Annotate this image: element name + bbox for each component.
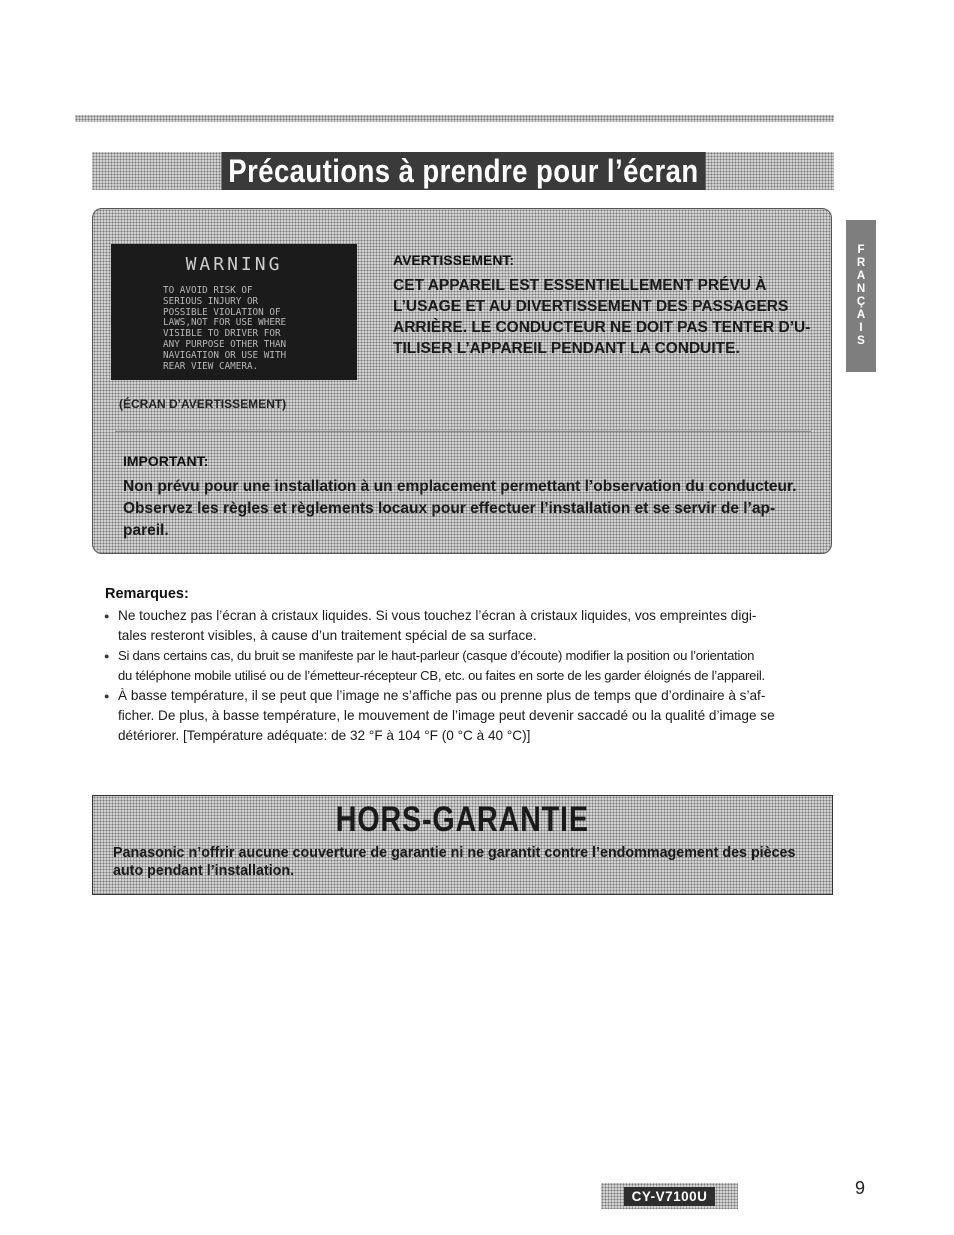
warning-screen-text <box>163 286 323 372</box>
hors-garantie-line: Panasonic n’offrir aucune couverture de garantie ni ne garantit contre l’endommagement des pièces <box>113 845 796 861</box>
section-title-bar <box>92 152 834 190</box>
remark-line: ficher. De plus, à basse température, le mouvement de l’image peut devenir saccadé ou la qualité d’image se <box>118 708 775 723</box>
warning-line: SERIOUS INJURY OR <box>163 295 259 307</box>
warning-line: VISIBLE TO DRIVER FOR <box>163 328 281 340</box>
warning-screen-caption: (ÉCRAN D’AVERTISSEMENT) <box>119 397 287 411</box>
hors-garantie-text <box>113 844 813 880</box>
warning-line: NAVIGATION OR USE WITH <box>163 349 287 361</box>
side-tab-letter: S <box>857 335 865 347</box>
remark-line: tales resteront visibles, à cause d’un traitement spécial de sa surface. <box>118 628 537 643</box>
remark-line: détériorer. [Température adéquate: de 32 °F à 104 °F (0 °C à 40 °C)] <box>118 728 531 743</box>
precaution-box <box>92 208 832 554</box>
remark-line: ● Ne touchez pas l’écran à cristaux liquides. Si vous touchez l’écran à cristaux liquides, vos empreintes digi- <box>118 608 757 623</box>
important-line: pareil. <box>123 522 169 539</box>
remark-line: du téléphone mobile utilisé ou de l’émetteur-récepteur CB, etc. ou faites en sorte de les garder éloignés de l’appareil. <box>118 668 765 683</box>
avertissement-line: L’USAGE ET AU DIVERTISSEMENT DES PASSAGERS <box>393 298 789 315</box>
remarques-heading: Remarques: <box>105 586 189 602</box>
model-name: CY-V7100U <box>624 1187 716 1206</box>
warning-screen-title: WARNING <box>185 254 283 275</box>
warning-line: LAWS,NOT FOR USE WHERE <box>163 317 287 329</box>
list-item <box>104 646 829 686</box>
avertissement-line: ARRIÈRE. LE CONDUCTEUR NE DOIT PAS TENTER D’U- <box>393 319 811 336</box>
list-item <box>104 606 829 646</box>
avertissement-heading: AVERTISSEMENT: <box>393 252 515 268</box>
warning-line: ANY PURPOSE OTHER THAN <box>163 338 287 350</box>
side-tab-letter: F <box>857 244 865 256</box>
avertissement-text <box>393 275 819 359</box>
remark-line: ● À basse température, il se peut que l’image ne s’affiche pas ou prenne plus de temps que d’ordinaire à s’af- <box>118 688 766 703</box>
top-rule <box>75 115 834 122</box>
warning-line: TO AVOID RISK OF <box>163 285 253 296</box>
side-tab-letter: R <box>856 257 866 269</box>
warning-line: REAR VIEW CAMERA. <box>163 360 259 372</box>
avertissement-line: CET APPAREIL EST ESSENTIELLEMENT PRÉVU À <box>393 277 767 294</box>
section-title: Précautions à prendre pour l’écran <box>221 152 705 190</box>
box-divider <box>115 431 811 432</box>
side-tab-letter: Ç <box>856 296 866 308</box>
language-side-tab <box>846 220 876 372</box>
hors-garantie-title-text: HORS-GARANTIE <box>335 800 590 839</box>
page-number: 9 <box>855 1178 866 1198</box>
remarques-list <box>104 606 829 746</box>
side-tab-letter: N <box>856 283 866 295</box>
hors-garantie-box <box>92 795 833 895</box>
list-item <box>104 686 829 746</box>
model-badge <box>601 1183 738 1209</box>
warning-screen-image <box>111 244 357 380</box>
avertissement-line: TILISER L’APPAREIL PENDANT LA CONDUITE. <box>393 340 740 357</box>
side-tab-letter: I <box>859 322 863 334</box>
remark-line: ● Si dans certains cas, du bruit se manifeste par le haut-parleur (casque d’écoute) modifier la position ou l’orientation <box>118 648 755 663</box>
hors-garantie-title <box>93 800 832 840</box>
important-text <box>123 476 813 542</box>
important-line: Non prévu pour une installation à un emplacement permettant l’observation du conducteur. <box>123 478 797 495</box>
important-heading: IMPORTANT: <box>123 453 209 469</box>
warning-line: POSSIBLE VIOLATION OF <box>163 306 281 318</box>
hors-garantie-line: auto pendant l’installation. <box>113 863 295 879</box>
important-line: Observez les règles et règlements locaux pour effectuer l’installation et se servir de l’ap- <box>123 500 776 517</box>
side-tab-letter: A <box>856 309 866 321</box>
side-tab-letter: A <box>856 270 866 282</box>
